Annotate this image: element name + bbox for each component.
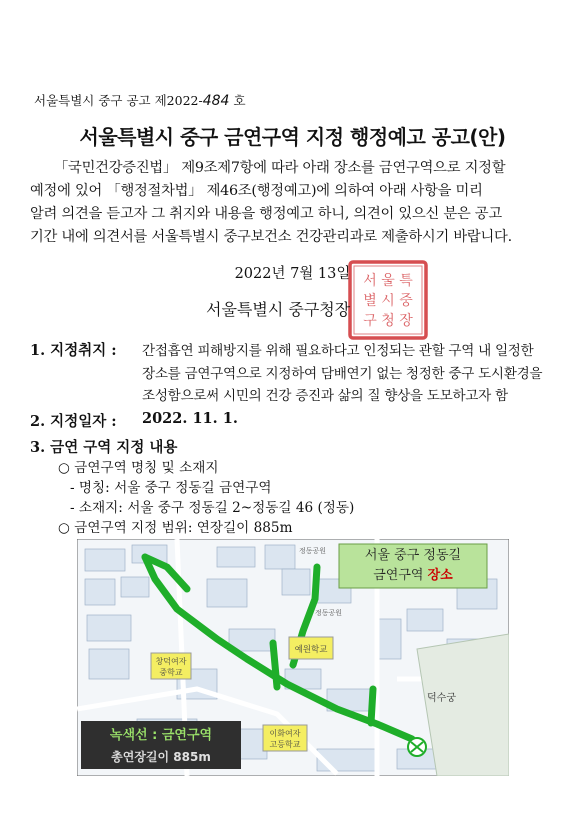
svg-text:청: 청 bbox=[381, 313, 395, 329]
map-label-changdeok-1: 창덕여자 bbox=[155, 657, 187, 666]
notice-number bbox=[34, 91, 246, 109]
svg-text:서: 서 bbox=[363, 273, 377, 289]
section-date-value: 2022. 11. 1. bbox=[142, 410, 238, 427]
svg-text:특: 특 bbox=[399, 273, 413, 289]
map-title-line2: 금연구역 장소 bbox=[373, 568, 453, 583]
official-seal-stamp bbox=[344, 256, 432, 344]
svg-text:구: 구 bbox=[363, 313, 377, 329]
map-label-ewha-1: 이화여자 bbox=[269, 729, 301, 738]
body-line-4: 기간 내에 의견서를 서울특별시 중구보건소 건강관리과로 제출하시기 바랍니다. bbox=[30, 229, 512, 245]
map-label-yewon: 예원학교 bbox=[294, 645, 328, 655]
page-title: 서울특별시 중구 금연구역 지정 행정예고 공고(안) bbox=[79, 125, 506, 149]
svg-text:울: 울 bbox=[381, 273, 395, 289]
svg-text:장: 장 bbox=[399, 313, 413, 329]
map-title-line1: 서울 중구 정동길 bbox=[364, 548, 462, 563]
notice-number-prefix: 서울특별시 중구 공고 제2022- bbox=[34, 93, 203, 108]
section-content-sub1-title: ○ 금연구역 명칭 및 소재지 bbox=[58, 460, 219, 476]
section-purpose-line-2: 장소를 금연구역으로 지정하여 담배연기 없는 청정한 중구 도시환경을 bbox=[142, 366, 543, 382]
map-legend-line: 녹색선 : 금연구역 bbox=[109, 728, 213, 743]
map-route-endpoint bbox=[408, 738, 426, 756]
map-label-jeongdong-park: 정동공원 bbox=[299, 547, 327, 555]
map-length-line: 총연장길이 885m bbox=[111, 750, 211, 764]
body-line-2: 예정에 있어 「행정절차법」 제46조(행정예고)에 의하여 아래 사항을 미리 bbox=[30, 183, 483, 199]
section-purpose-line-3: 조성함으로써 시민의 건강 증진과 삶의 질 향상을 도모하고자 함 bbox=[142, 388, 508, 404]
section-content-name-line: - 명칭: 서울 중구 정동길 금연구역 bbox=[70, 480, 272, 496]
notice-date: 2022년 7월 13일 bbox=[234, 266, 351, 282]
map-label-changdeok-2: 중학교 bbox=[159, 668, 183, 677]
section-date-number: 2. 지정일자 : bbox=[30, 413, 117, 430]
section-content-range-line: ○ 금연구역 지정 범위: 연장길이 885m bbox=[58, 520, 293, 536]
issuer-name: 서울특별시 중구청장 bbox=[206, 300, 351, 319]
section-purpose-line-1: 간접흡연 피해방지를 위해 필요하다고 인정되는 관할 구역 내 일정한 bbox=[142, 343, 534, 359]
no-smoking-zone-map bbox=[77, 539, 509, 776]
notice-number-handwritten: 484 bbox=[202, 93, 230, 109]
svg-text:시: 시 bbox=[381, 293, 395, 309]
map-label-ewha-2: 고등학교 bbox=[269, 740, 301, 749]
map-label-jeongdong-park-2: 정동공원 bbox=[315, 609, 343, 617]
svg-text:중: 중 bbox=[399, 293, 413, 309]
body-line-3: 알려 의견을 듣고자 그 취지와 내용을 행정예고 하니, 의견이 있으신 분은 공고 bbox=[30, 206, 502, 222]
svg-text:별: 별 bbox=[363, 293, 377, 309]
body-line-1: 「국민건강증진법」 제9조제7항에 따라 아래 장소를 금연구역으로 지정할 bbox=[54, 160, 506, 176]
section-content-heading: 3. 금연 구역 지정 내용 bbox=[30, 439, 178, 456]
section-purpose-number: 1. 지정취지 : bbox=[30, 342, 117, 359]
map-label-deoksugung: 덕수궁 bbox=[427, 693, 456, 704]
section-content-address-line: - 소재지: 서울 중구 정동길 2~정동길 46 (정동) bbox=[70, 500, 355, 516]
notice-number-suffix: 호 bbox=[233, 93, 246, 108]
